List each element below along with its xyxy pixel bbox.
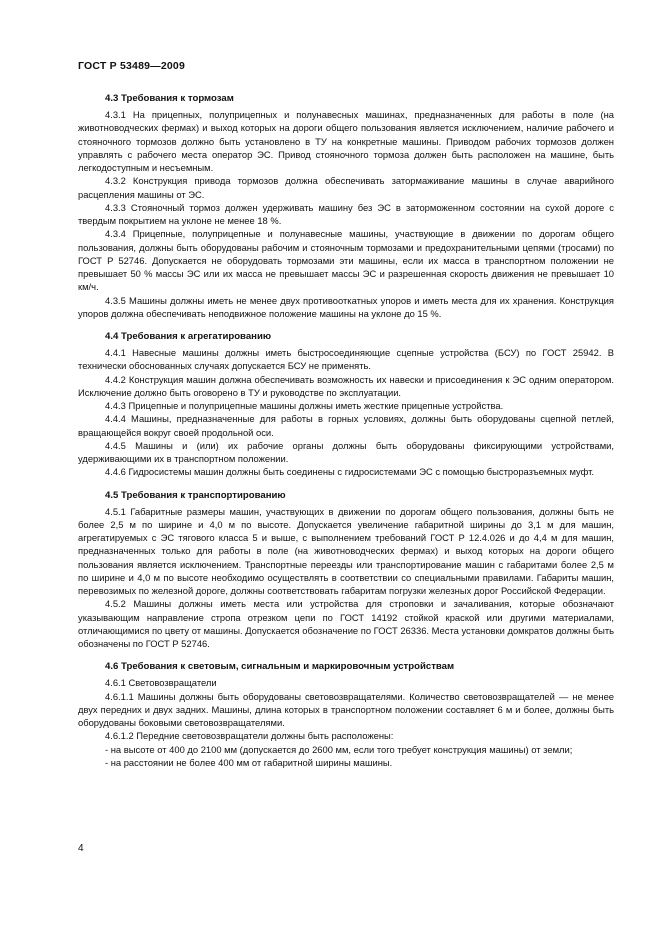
paragraph: 4.4.1 Навесные машины должны иметь быстросоединяющие сцепные устройства (БСУ) по ГОСТ 25942. В технически обоснованных случаях допускается БСУ не применять. [78,347,614,372]
document-body [78,92,614,769]
paragraph: 4.5.1 Габаритные размеры машин, участвующих в движении по дорогам общего пользования, должны быть не более 2,5 м по ширине и 4,0 м по высоте. Допускается увеличение габаритной ширины до 3,1 м для машин, агрегатируемых с ЭС тягового класса 5 и выше, с выполнением требований ГОСТ Р 12.4.026 и до 4,4 м для машин, предназначенных только для работы в поле (на животноводческих фермах) и выход которых на дороги общего пользования является исключением. Транспортные переезды или транспортирование машин с габаритами более 2,5 м по ширине и 4,0 м по высоте необходимо осуществлять в соответствии со специальными правилами. Габариты машин, перевозимых по железной дороге, должны соответствовать габаритам погрузки железных дорог Российской Федерации. [78,505,614,596]
list-item: - на расстоянии не более 400 мм от габаритной ширины машины. [105,756,393,768]
paragraph: 4.6.1 Световозвращатели [105,677,217,689]
paragraph: 4.3.5 Машины должны иметь не менее двух противооткатных упоров и иметь места для их хранения. Конструкция упоров должна обеспечивать неподвижное положение машины на уклоне до 15 %. [78,294,614,319]
paragraph: 4.3.2 Конструкция привода тормозов должна обеспечивать затормаживание машины в случае аварийного расцепления машины от ЭС. [78,175,614,200]
list-item: - на высоте от 400 до 2100 мм (допускается до 2600 мм, если того требует конструкция машины) от земли; [105,743,573,755]
paragraph: 4.3.4 Прицепные, полуприцепные и полунавесные машины, участвующие в движении по дорогам общего пользования, должны быть оборудованы рабочим и стояночным тормозами и предохранительными цепями (тросами) по ГОСТ Р 52746. Допускается не оборудовать тормозами эти машины, если их масса в транспортном положении не превышает 50 % массы ЭС или их масса не превышает массы ЭС и разрешенная скорость движения не превышает 10 км/ч. [78,228,614,293]
paragraph: 4.4.2 Конструкция машин должна обеспечивать возможность их навески и присоединения к ЭС одним оператором. Исключение должно быть оговорено в ТУ и руководстве по эксплуатации. [78,373,614,398]
paragraph: 4.6.1.1 Машины должны быть оборудованы световозвращателями. Количество световозвращателей — не менее двух передних и двух задних. Машины, длина которых в транспортном положении составляет 6 м и более, должны быть оборудованы боковыми световозвращателями. [78,690,614,728]
paragraph: 4.4.4 Машины, предназначенные для работы в горных условиях, должны быть оборудованы сцепной петлей, вращающейся вокруг своей продольной оси. [78,413,614,438]
paragraph: 4.3.3 Стояночный тормоз должен удерживать машину без ЭС в заторможенном состоянии на сухой дороге с твердым покрытием на уклоне не менее 18 %. [78,201,614,226]
page-number: 4 [78,843,84,854]
document-header: ГОСТ Р 53489—2009 [78,60,186,72]
paragraph: 4.4.3 Прицепные и полуприцепные машины должны иметь жесткие прицепные устройства. [105,400,504,411]
section-heading: 4.5 Требования к транспортированию [105,489,286,501]
paragraph: 4.4.6 Гидросистемы машин должны быть соединены с гидросистемами ЭС с помощью быстроразъемных муфт. [105,466,594,478]
paragraph: 4.3.1 На прицепных, полуприцепных и полунавесных машинах, предназначенных для работы в поле (на животноводческих фермах) и выход которых на дороги общего пользования является исключением, наличие рабочего и стояночного тормозов должно быть установлено в ТУ на конкретные машины. Приводом рабочих тормозов должен управлять с рабочего места оператор ЭС. Привод стояночного тормоза должен быть расположен на машине, быть легкодоступным и несъемным. [78,109,614,173]
paragraph: 4.4.5 Машины и (или) их рабочие органы должны быть оборудованы фиксирующими устройствами, удерживающими их в транспортном положении. [78,439,614,464]
section-heading: 4.4 Требования к агрегатированию [105,331,272,342]
section-heading: 4.6 Требования к световым, сигнальным и маркировочным устройствам [105,661,455,673]
paragraph: 4.5.2 Машины должны иметь места или устройства для строповки и зачаливания, которые обозначают указывающим направление стропа отрезком цепи по ГОСТ 14192 стойкой краской или другими материалами, отличающимися по цвету от машины. Допускается обозначение по ГОСТ 26336. Места установки домкратов должны быть обозначены по ГОСТ Р 52746. [78,598,614,649]
section-heading: 4.3 Требования к тормозам [105,93,234,104]
paragraph: 4.6.1.2 Передние световозвращатели должны быть расположены: [105,730,394,742]
